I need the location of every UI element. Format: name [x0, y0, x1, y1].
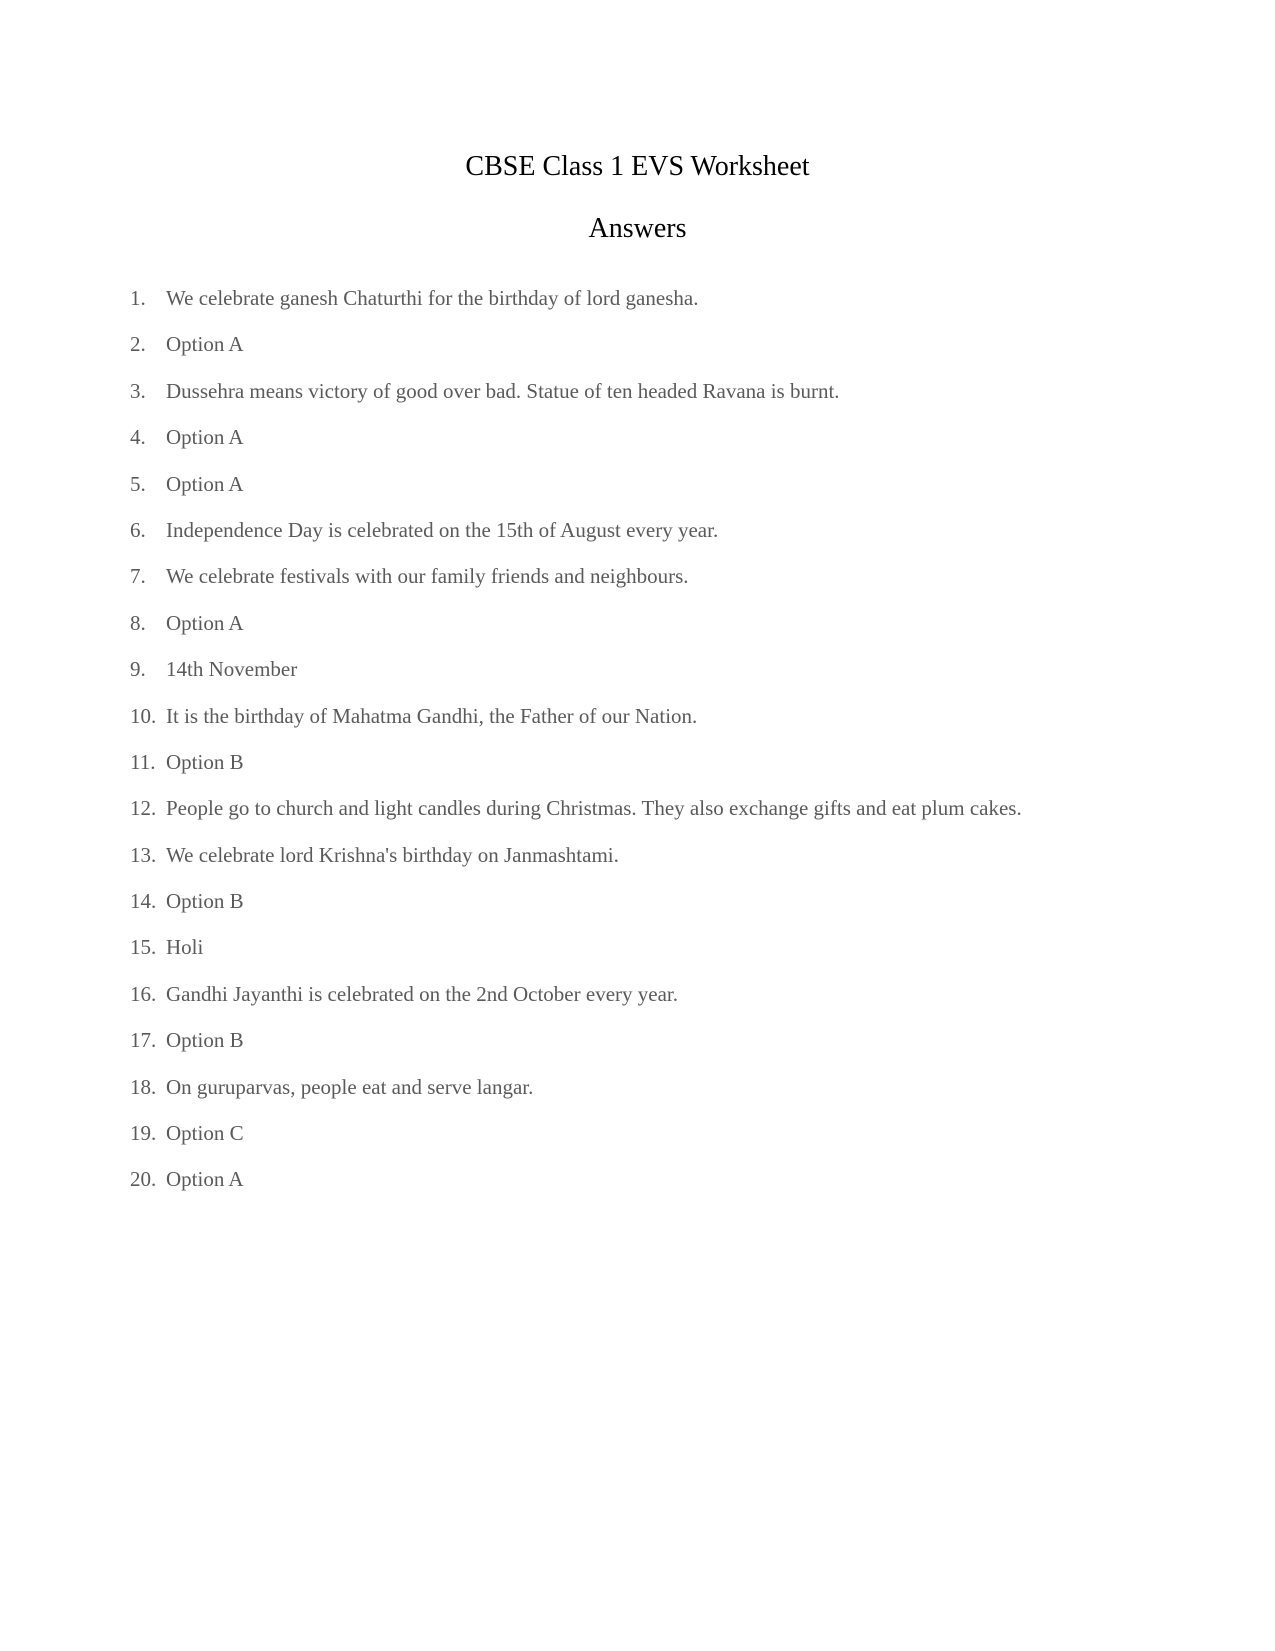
answer-text: Option B [166, 889, 244, 914]
answer-number: 10. [130, 703, 157, 728]
answer-item [130, 563, 1022, 609]
answer-number: 3. [130, 378, 146, 403]
answer-text: Holi [166, 935, 204, 960]
answer-number: 5. [130, 471, 146, 496]
answer-item [130, 471, 1022, 517]
answer-number: 9. [130, 657, 146, 682]
answer-item [130, 517, 1022, 563]
answer-text: Option A [166, 1167, 244, 1192]
answer-number: 2. [130, 332, 146, 357]
answer-text: It is the birthday of Mahatma Gandhi, the Father of our Nation. [166, 703, 698, 728]
answer-text: Option A [166, 471, 244, 496]
answer-number: 14. [130, 889, 157, 914]
answer-number: 1. [130, 286, 146, 310]
answer-item [130, 749, 1022, 795]
answer-text: On guruparvas, people eat and serve langar. [166, 1074, 534, 1099]
answer-text: Option A [166, 610, 244, 635]
answer-number: 20. [130, 1167, 157, 1192]
answer-item [130, 795, 1022, 841]
answer-number: 8. [130, 610, 146, 635]
answer-item [130, 610, 1022, 656]
answer-number: 17. [130, 1028, 157, 1053]
answer-number: 4. [130, 425, 146, 450]
answer-item [130, 378, 1022, 424]
answer-item [130, 703, 1022, 749]
answer-number: 16. [130, 981, 157, 1006]
answer-number: 11. [130, 749, 156, 774]
answer-number: 15. [130, 935, 157, 960]
answer-item [130, 331, 1022, 377]
answer-text: 14th November [166, 657, 298, 682]
answer-text: We celebrate lord Krishna's birthday on Janmashtami. [166, 842, 619, 867]
answer-item [130, 285, 1022, 331]
answers-list [130, 285, 1022, 1213]
answer-item [130, 424, 1022, 470]
answer-number: 13. [130, 842, 157, 867]
answer-item [130, 842, 1022, 888]
answer-number: 18. [130, 1074, 157, 1099]
answer-item [130, 1120, 1022, 1166]
answer-text: Dussehra means victory of good over bad. Statue of ten headed Ravana is burnt. [166, 378, 840, 403]
answer-item [130, 1074, 1022, 1120]
answer-number: 6. [130, 517, 146, 542]
answer-text: Option B [166, 1028, 244, 1053]
answer-item [130, 1027, 1022, 1073]
answer-text: Gandhi Jayanthi is celebrated on the 2nd October every year. [166, 981, 678, 1006]
answer-number: 19. [130, 1121, 157, 1146]
answer-item [130, 656, 1022, 702]
answer-number: 7. [130, 564, 146, 589]
answer-item [130, 1166, 1022, 1212]
answer-item [130, 888, 1022, 934]
answer-text: We celebrate ganesh Chaturthi for the birthday of lord ganesha. [166, 286, 699, 310]
page-subtitle: Answers [588, 213, 687, 244]
answer-text: Independence Day is celebrated on the 15th of August every year. [166, 517, 719, 542]
answer-text: Option A [166, 332, 244, 357]
answer-number: 12. [130, 796, 157, 821]
page-title: CBSE Class 1 EVS Worksheet [465, 151, 810, 182]
answer-text: Option B [166, 749, 244, 774]
answer-item [130, 934, 1022, 980]
answer-item [130, 981, 1022, 1027]
answer-text: We celebrate festivals with our family friends and neighbours. [166, 564, 689, 589]
answer-text: Option A [166, 425, 244, 450]
answer-text: People go to church and light candles during Christmas. They also exchange gifts and eat plum cakes. [166, 796, 1022, 821]
answer-text: Option C [166, 1121, 244, 1146]
